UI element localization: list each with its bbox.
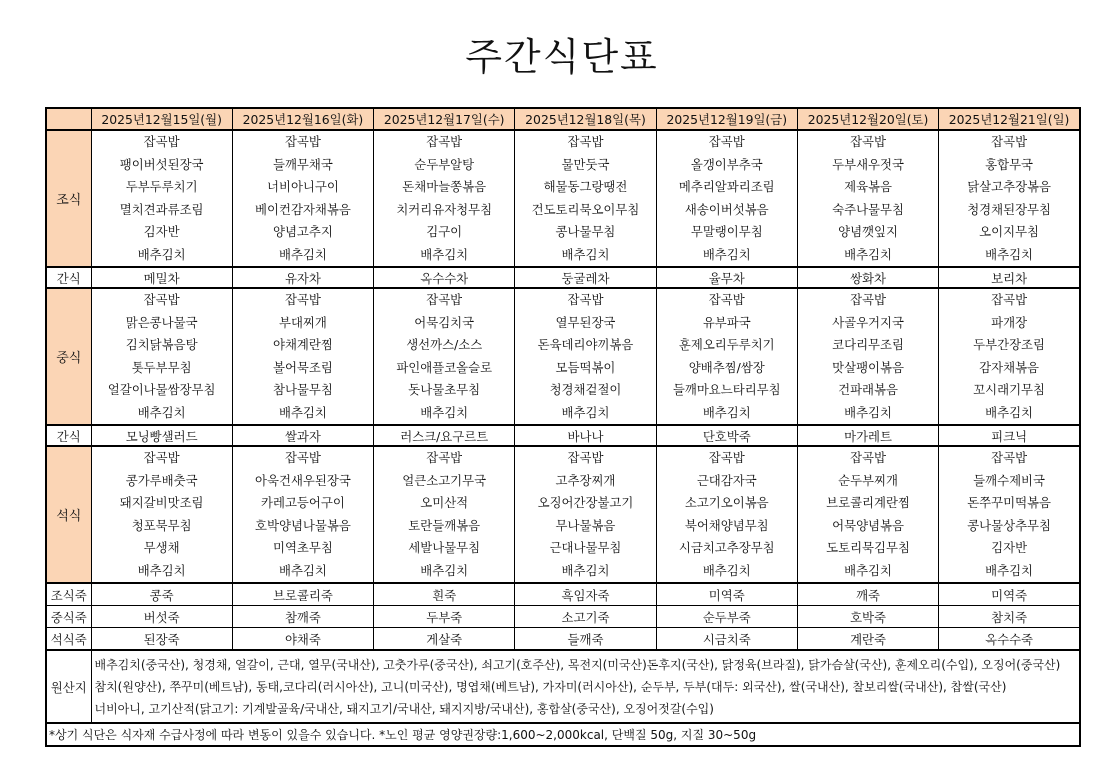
dish-item: 배추김치: [278, 246, 327, 262]
dinner-cell: [232, 446, 373, 583]
snack2-cell: 쌀과자: [232, 425, 373, 446]
lunch-label: 중식: [46, 288, 91, 425]
dish-item: 열무된장국: [555, 314, 616, 330]
day-header: 2025년12월16일(화): [232, 108, 373, 130]
snack2-label: 간식: [46, 425, 91, 446]
dish-item: 근대감자국: [696, 472, 757, 488]
breakfast-label: 조식: [46, 130, 91, 267]
dish-item: 감자채볶음: [979, 359, 1040, 375]
snack1-row: [46, 267, 1080, 288]
dish-item: 카레고등어구이: [261, 495, 345, 510]
breakfast-cell: [656, 130, 797, 267]
dish-item: 배추김치: [844, 246, 892, 262]
porridge_b-cell: 콩죽: [91, 583, 232, 606]
lunch-cell: [232, 288, 373, 425]
porridge_l-cell: 순두부죽: [656, 606, 797, 628]
porridge_b-row: [46, 583, 1080, 606]
porridge_d-cell: 들깨죽: [515, 628, 656, 651]
snack1-cell: 율무차: [656, 267, 797, 288]
snack1-cell: 유자차: [232, 267, 373, 288]
dish-item: 돈쭈꾸미떡볶음: [967, 495, 1051, 510]
dish-item: 미역초무침: [272, 540, 333, 555]
porridge_l-cell: 호박죽: [797, 606, 938, 628]
porridge_b-cell: 미역죽: [939, 583, 1080, 606]
dish-item: 배추김치: [420, 562, 469, 578]
dish-item: 숙주나물무침: [832, 201, 904, 217]
dish-item: 배추김치: [278, 562, 327, 578]
dish-item: 잡곡밥: [567, 134, 604, 149]
dish-item: 김구이: [426, 224, 463, 239]
lunch-cell: [515, 288, 656, 425]
dish-item: 베이컨감자채볶음: [255, 201, 351, 217]
dish-item: 배추김치: [985, 562, 1034, 578]
dish-item: 고추장찌개: [555, 472, 616, 488]
porridge_d-cell: 옥수수죽: [939, 628, 1080, 651]
dish-item: 어묵양념볶음: [832, 517, 904, 533]
dish-item: 아욱건새우된장국: [255, 472, 351, 488]
dish-item: 김자반: [143, 224, 180, 239]
dish-item: 맛살팽이볶음: [832, 359, 904, 375]
lunch-cell: [374, 288, 515, 425]
dish-item: 멸치견과류조림: [119, 201, 204, 217]
dinner-cell: [515, 446, 656, 583]
dish-item: 브로콜리계란찜: [826, 495, 910, 510]
dish-item: 치커리유자청무침: [396, 201, 493, 217]
dish-item: 배추김치: [561, 404, 610, 420]
dish-item: 부대찌개: [278, 314, 327, 330]
dish-item: 잡곡밥: [567, 292, 604, 307]
dinner-label: 석식: [46, 446, 91, 583]
breakfast-cell: [797, 130, 938, 267]
dish-item: 건파래볶음: [838, 382, 898, 397]
porridge_d-cell: 게살죽: [374, 628, 515, 651]
dish-item: 잡곡밥: [284, 292, 321, 307]
dish-item: 배추김치: [278, 404, 327, 420]
day-header: 2025년12월15일(월): [91, 108, 232, 130]
dish-item: 물만둣국: [561, 156, 610, 172]
porridge_l-cell: 소고기죽: [515, 606, 656, 628]
dish-item: 배추김치: [985, 246, 1034, 262]
dish-item: 토란들깨볶음: [408, 517, 481, 533]
dish-item: 잡곡밥: [284, 134, 321, 149]
dish-item: 파인애플코올슬로: [396, 359, 493, 375]
dish-item: 무나물볶음: [555, 517, 616, 533]
lunch-cell: [656, 288, 797, 425]
dish-item: 어묵김치국: [414, 314, 475, 330]
dish-item: 순두부찌개: [838, 472, 898, 488]
dish-item: 잡곡밥: [850, 292, 886, 307]
dinner-cell: [91, 446, 232, 583]
dish-item: 잡곡밥: [426, 134, 463, 149]
dish-item: 잡곡밥: [708, 450, 745, 465]
snack1-cell: 쌍화차: [797, 267, 938, 288]
breakfast-cell: [374, 130, 515, 267]
snack2-cell: 피크닉: [939, 425, 1080, 446]
dish-item: 잡곡밥: [850, 450, 886, 465]
dish-item: 잡곡밥: [991, 134, 1028, 149]
porridge_d-cell: 시금치죽: [656, 628, 797, 651]
origin-line: 참치(원양산), 쭈꾸미(베트남), 동태,코다리(러시아산), 고니(미국산), 명엽채(베트남), 가자미(러시아산), 순두부, 두부(대두: 외국산), 쌀(국내산), 찰보리쌀(국내산), 찹쌀(국산): [94, 680, 1007, 694]
dish-item: 맑은콩나물국: [125, 314, 198, 330]
dinner-cell: [374, 446, 515, 583]
dish-item: 배추김치: [137, 404, 186, 420]
dish-item: 양념깻잎지: [838, 224, 898, 239]
snack1-cell: 메밀차: [91, 267, 232, 288]
lunch-cell: [797, 288, 938, 425]
porridge_d-label: 석식죽: [46, 628, 91, 651]
dish-item: 훈제오리두루치기: [678, 337, 775, 352]
lunch-cell: [91, 288, 232, 425]
origin-text: [91, 650, 1080, 723]
dish-item: 김치닭볶음탕: [125, 337, 198, 352]
breakfast-cell: [232, 130, 373, 267]
dish-item: 배추김치: [137, 562, 186, 578]
dish-item: 돈채마늘쫑볶음: [402, 179, 487, 194]
lunch-cell: [939, 288, 1080, 425]
dish-item: 도토리묵김무침: [826, 540, 910, 555]
page-title: 주간식단표: [465, 35, 659, 79]
day-header: 2025년12월19일(금): [656, 108, 797, 130]
dish-item: 두부새우젓국: [832, 156, 904, 172]
weekly-menu-table: [45, 107, 1081, 747]
dish-item: 건도토리묵오이무침: [531, 201, 640, 217]
dish-item: 배추김치: [420, 404, 469, 420]
footnote: *상기 식단은 식자재 수급사정에 따라 변동이 있을수 있습니다. *노인 평균 영양권장량:1,600~2,000kcal, 단백질 50g, 지질 30~50g: [46, 723, 1080, 746]
snack1-label: 간식: [46, 267, 91, 288]
dish-item: 잡곡밥: [708, 134, 745, 149]
dish-item: 돗나물초무침: [408, 382, 481, 397]
dish-item: 배추김치: [985, 404, 1034, 420]
porridge_b-label: 조식죽: [46, 583, 91, 606]
dish-item: 닭살고추장볶음: [967, 179, 1051, 194]
dish-item: 콩나물무침: [555, 224, 616, 239]
dish-item: 들깨수제비국: [973, 472, 1045, 488]
dish-item: 무말랭이무침: [690, 224, 763, 239]
breakfast-cell: [91, 130, 232, 267]
snack1-cell: 둥굴레차: [515, 267, 656, 288]
dish-item: 코다리무조림: [832, 337, 904, 352]
origin-line: 너비아니, 고기산적(닭고기: 기계발골육/국내산, 돼지고기/국내산, 돼지지방/국내산), 홍합살(중국산), 오징어젓갈(수입): [94, 702, 714, 716]
dish-item: 두부두루치기: [125, 179, 198, 194]
dish-item: 호박양념나물볶음: [255, 517, 351, 533]
dish-item: 잡곡밥: [284, 450, 321, 465]
snack1-cell: 옥수수차: [374, 267, 515, 288]
corner-cell: [46, 108, 91, 130]
dish-item: 시금치고추장무침: [678, 540, 775, 555]
dish-item: 잡곡밥: [991, 450, 1028, 465]
dish-item: 잡곡밥: [991, 292, 1028, 307]
porridge_d-row: [46, 628, 1080, 651]
dish-item: 김자반: [991, 540, 1028, 555]
dish-item: 유부파국: [702, 314, 751, 330]
snack2-cell: 마가레트: [797, 425, 938, 446]
dish-item: 배추김치: [561, 246, 610, 262]
dish-item: 홍합무국: [985, 156, 1034, 172]
dish-item: 볼어묵조림: [272, 359, 333, 375]
dinner-cell: [939, 446, 1080, 583]
day-header: 2025년12월17일(수): [374, 108, 515, 130]
porridge_l-label: 중식죽: [46, 606, 91, 628]
dish-item: 잡곡밥: [850, 134, 886, 149]
dish-item: 잡곡밥: [426, 292, 463, 307]
dish-item: 청경채겉절이: [549, 382, 622, 397]
breakfast-row: [46, 130, 1080, 267]
dish-item: 모듬떡볶이: [555, 359, 616, 375]
dish-item: 잡곡밥: [567, 450, 604, 465]
dish-item: 꼬시래기무침: [973, 382, 1045, 397]
dish-item: 돈육데리야끼볶음: [537, 337, 634, 352]
porridge_d-cell: 된장죽: [91, 628, 232, 651]
day-header: 2025년12월18일(목): [515, 108, 656, 130]
dish-item: 잡곡밥: [708, 292, 745, 307]
dish-item: 배추김치: [137, 246, 186, 262]
porridge_b-cell: 브로콜리죽: [232, 583, 373, 606]
dish-item: 세발나물무침: [408, 540, 481, 555]
dish-item: 소고기오이볶음: [684, 495, 769, 510]
dish-item: 북어채양념무침: [684, 517, 769, 533]
dish-item: 사골우거지국: [832, 314, 904, 330]
porridge_l-cell: 참깨죽: [232, 606, 373, 628]
porridge_b-cell: 깨죽: [797, 583, 938, 606]
porridge_b-cell: 흑임자죽: [515, 583, 656, 606]
dish-item: 배추김치: [420, 246, 469, 262]
dinner-row: [46, 446, 1080, 583]
dish-item: 배추김치: [844, 562, 892, 578]
dish-item: 오징어간장불고기: [537, 495, 634, 510]
dish-item: 팽이버섯된장국: [119, 156, 204, 172]
dish-item: 얼큰소고기무국: [402, 472, 487, 488]
dish-item: 무생채: [143, 540, 180, 555]
dish-item: 양념고추지: [272, 224, 333, 239]
dish-item: 잡곡밥: [143, 292, 180, 307]
porridge_d-cell: 계란죽: [797, 628, 938, 651]
dish-item: 배추김치: [844, 404, 892, 420]
dish-item: 근대나물무침: [549, 540, 622, 555]
origin-line: 배추김치(중국산), 청경채, 얼갈이, 근대, 열무(국내산), 고춧가루(중국산), 쇠고기(호주산), 목전지(미국산)돈후지(국산), 닭정육(브라질), 닭가슴살(국산), 훈제오리(수입), 오징어(중국산): [94, 658, 1061, 672]
dish-item: 잡곡밥: [426, 450, 463, 465]
dish-item: 파개장: [991, 314, 1028, 330]
porridge_l-row: [46, 606, 1080, 628]
dish-item: 잡곡밥: [143, 450, 180, 465]
dish-item: 제육볶음: [844, 179, 892, 194]
porridge_d-cell: 야채죽: [232, 628, 373, 651]
porridge_l-cell: 두부죽: [374, 606, 515, 628]
origin-label: 원산지: [46, 650, 91, 723]
snack2-row: [46, 425, 1080, 446]
dish-item: 생선까스/소스: [406, 337, 483, 352]
snack2-cell: 단호박죽: [656, 425, 797, 446]
dish-item: 메추리알꽈리조림: [678, 179, 775, 194]
breakfast-cell: [939, 130, 1080, 267]
dish-item: 너비아니구이: [267, 179, 339, 194]
dish-item: 오미산적: [420, 495, 469, 510]
dish-item: 배추김치: [702, 246, 751, 262]
porridge_b-cell: 미역죽: [656, 583, 797, 606]
dish-item: 참나물무침: [272, 382, 333, 397]
dish-item: 잡곡밥: [143, 134, 180, 149]
day-header: 2025년12월20일(토): [797, 108, 938, 130]
note-row: [46, 723, 1080, 746]
dish-item: 들깨마요느타리무침: [672, 382, 781, 397]
porridge_l-cell: 버섯죽: [91, 606, 232, 628]
snack1-cell: 보리차: [939, 267, 1080, 288]
dish-item: 돼지갈비맛조림: [119, 495, 204, 510]
lunch-row: [46, 288, 1080, 425]
dish-item: 청경채된장무침: [967, 201, 1051, 217]
dish-item: 배추김치: [561, 562, 610, 578]
dish-item: 얼갈이나물쌈장무침: [107, 382, 216, 397]
dinner-cell: [797, 446, 938, 583]
day-header: 2025년12월21일(일): [939, 108, 1080, 130]
dish-item: 들깨무채국: [272, 156, 333, 172]
breakfast-cell: [515, 130, 656, 267]
dish-item: 두부간장조림: [973, 337, 1045, 352]
dish-item: 배추김치: [702, 404, 751, 420]
snack2-cell: 모닝빵샐러드: [91, 425, 232, 446]
dish-item: 배추김치: [702, 562, 751, 578]
dish-item: 순두부알탕: [414, 156, 475, 172]
dish-item: 해물동그랑땡전: [543, 179, 628, 194]
snack2-cell: 러스크/요구르트: [374, 425, 515, 446]
porridge_l-cell: 참치죽: [939, 606, 1080, 628]
porridge_b-cell: 흰죽: [374, 583, 515, 606]
dish-item: 오이지무침: [979, 224, 1040, 239]
dish-item: 청포묵무침: [131, 517, 192, 533]
origin-row: [46, 650, 1080, 723]
dish-item: 양배추찜/쌈장: [688, 359, 765, 375]
dish-item: 올갱이부추국: [690, 156, 763, 172]
dish-item: 콩가루배춧국: [125, 472, 198, 488]
snack2-cell: 바나나: [515, 425, 656, 446]
dish-item: 새송이버섯볶음: [684, 201, 769, 217]
dish-item: 톳두부무침: [131, 359, 192, 375]
dish-item: 야채계란찜: [272, 337, 333, 352]
header-row: [46, 108, 1080, 130]
dinner-cell: [656, 446, 797, 583]
dish-item: 콩나물상추무침: [967, 517, 1051, 533]
